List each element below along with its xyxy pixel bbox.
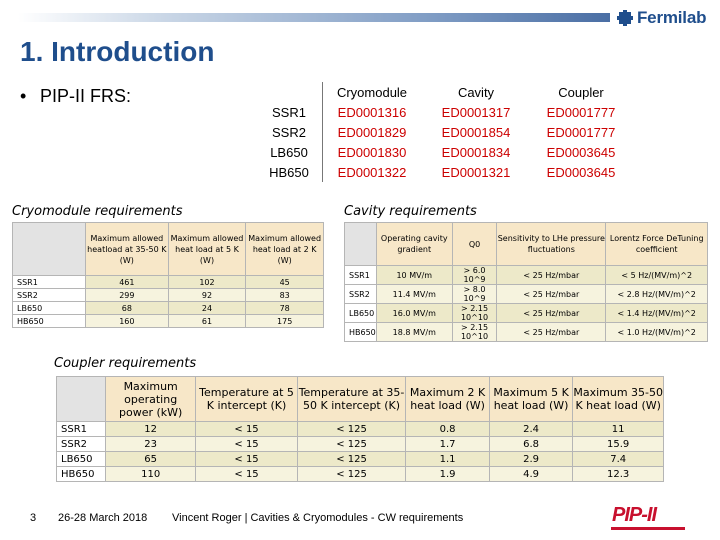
ed-header-cryomodule: Cryomodule bbox=[323, 82, 422, 102]
ed-header-coupler: Coupler bbox=[558, 84, 604, 100]
ed-row bbox=[256, 142, 631, 162]
cav-header-lfd: Lorentz Force DeTuning coefficient bbox=[606, 223, 708, 266]
coup-cell: < 125 bbox=[297, 422, 406, 437]
ed-row bbox=[256, 122, 631, 142]
cryo-cell: 24 bbox=[168, 302, 246, 315]
cryo-cell: 83 bbox=[246, 289, 324, 302]
pip-ii-logo-underline bbox=[611, 527, 685, 530]
cav-cell: > 6.0 10^9 bbox=[452, 266, 497, 285]
coup-cell: < 125 bbox=[297, 467, 406, 482]
coup-cell: 0.8 bbox=[406, 422, 490, 437]
cryo-header-corner bbox=[13, 223, 86, 276]
table-row bbox=[13, 315, 324, 328]
cav-row-label: LB650 bbox=[345, 304, 377, 323]
coup-cell: 23 bbox=[106, 437, 196, 452]
ed-number-table bbox=[256, 82, 632, 182]
cav-cell: 11.4 MV/m bbox=[376, 285, 452, 304]
fermilab-logo-icon bbox=[616, 9, 634, 27]
coup-row-label: HB650 bbox=[57, 467, 106, 482]
cryomodule-requirements-caption: Cryomodule requirements bbox=[12, 204, 183, 219]
coupler-requirements-table bbox=[56, 376, 664, 482]
cryo-cell: 102 bbox=[168, 276, 246, 289]
cryo-cell: 92 bbox=[168, 289, 246, 302]
ed-row bbox=[256, 162, 631, 182]
ed-coupler-code: ED0001777 bbox=[546, 104, 616, 120]
coup-cell: 2.9 bbox=[489, 452, 573, 467]
coup-cell: 2.4 bbox=[489, 422, 573, 437]
footer-date: 26-28 March 2018 bbox=[58, 512, 148, 524]
table-row bbox=[345, 304, 708, 323]
cav-cell: < 25 Hz/mbar bbox=[497, 304, 606, 323]
ed-row bbox=[256, 102, 631, 122]
cav-header-sensitivity: Sensitivity to LHe pressure fluctuations bbox=[497, 223, 606, 266]
coup-header-temp-35-50k: Temperature at 35-50 K intercept (K) bbox=[297, 377, 406, 422]
cav-cell: 10 MV/m bbox=[376, 266, 452, 285]
table-row bbox=[13, 289, 324, 302]
table-row bbox=[57, 437, 664, 452]
cav-header-corner bbox=[345, 223, 377, 266]
cav-cell: < 25 Hz/mbar bbox=[497, 323, 606, 342]
cavity-requirements-caption: Cavity requirements bbox=[344, 204, 477, 219]
bullet-text: PIP-II FRS: bbox=[40, 86, 132, 106]
coup-cell: < 15 bbox=[196, 437, 297, 452]
coup-cell: < 125 bbox=[297, 452, 406, 467]
coup-cell: 110 bbox=[106, 467, 196, 482]
cav-row-label: HB650 bbox=[345, 323, 377, 342]
coup-row-label: SSR1 bbox=[57, 422, 106, 437]
cav-cell: < 5 Hz/(MV/m)^2 bbox=[606, 266, 708, 285]
page-number: 3 bbox=[30, 512, 37, 524]
coup-header-corner bbox=[57, 377, 106, 422]
cryo-cell: 45 bbox=[246, 276, 324, 289]
coup-cell: 6.8 bbox=[489, 437, 573, 452]
fermilab-logo bbox=[616, 8, 706, 28]
cryo-cell: 299 bbox=[86, 289, 169, 302]
cav-cell: < 1.4 Hz/(MV/m)^2 bbox=[606, 304, 708, 323]
ed-cavity-code: ED0001317 bbox=[441, 104, 511, 120]
cavity-requirements-table bbox=[344, 222, 708, 342]
cav-header-q0: Q0 bbox=[452, 223, 497, 266]
cryo-cell: 78 bbox=[246, 302, 324, 315]
cryo-row-label: SSR1 bbox=[13, 276, 86, 289]
coup-header-35-50k-load: Maximum 35-50 K heat load (W) bbox=[573, 377, 664, 422]
table-row bbox=[345, 266, 708, 285]
table-row bbox=[57, 452, 664, 467]
ed-cryomodule-code: ED0001829 bbox=[323, 122, 422, 142]
cav-cell: < 25 Hz/mbar bbox=[497, 285, 606, 304]
bullet-dot-icon: • bbox=[20, 86, 27, 106]
cav-row-label: SSR1 bbox=[345, 266, 377, 285]
ed-header-cavity: Cavity bbox=[457, 84, 495, 100]
page-title: 1. Introduction bbox=[20, 36, 215, 67]
ed-header-corner bbox=[256, 82, 323, 102]
cryo-row-label: LB650 bbox=[13, 302, 86, 315]
coup-header-temp-5k: Temperature at 5 K intercept (K) bbox=[196, 377, 297, 422]
ed-row-label: SSR2 bbox=[272, 124, 306, 140]
cav-cell: < 2.8 Hz/(MV/m)^2 bbox=[606, 285, 708, 304]
cav-cell: > 2.15 10^10 bbox=[452, 323, 497, 342]
bullet-point bbox=[20, 86, 131, 107]
cav-cell: < 1.0 Hz/(MV/m)^2 bbox=[606, 323, 708, 342]
table-row bbox=[345, 285, 708, 304]
coup-cell: < 15 bbox=[196, 422, 297, 437]
coup-row-label: SSR2 bbox=[57, 437, 106, 452]
cryo-cell: 68 bbox=[86, 302, 169, 315]
table-row bbox=[345, 323, 708, 342]
coup-cell: 11 bbox=[573, 422, 664, 437]
coup-cell: 4.9 bbox=[489, 467, 573, 482]
coup-row-label: LB650 bbox=[57, 452, 106, 467]
coup-cell: 1.9 bbox=[406, 467, 490, 482]
coupler-requirements-caption: Coupler requirements bbox=[54, 356, 197, 371]
logo-text: Fermilab bbox=[637, 8, 707, 27]
coup-cell: 12 bbox=[106, 422, 196, 437]
ed-cryomodule-code: ED0001830 bbox=[323, 142, 422, 162]
coup-cell: 15.9 bbox=[573, 437, 664, 452]
header-gradient-bar bbox=[18, 13, 610, 22]
table-row bbox=[13, 302, 324, 315]
coup-cell: 1.7 bbox=[406, 437, 490, 452]
ed-row-label: HB650 bbox=[269, 164, 309, 180]
cryo-cell: 461 bbox=[86, 276, 169, 289]
table-row bbox=[13, 276, 324, 289]
ed-cavity-code: ED0001321 bbox=[441, 164, 511, 180]
ed-cavity-code: ED0001854 bbox=[441, 124, 511, 140]
cryo-cell: 160 bbox=[86, 315, 169, 328]
cryo-header-2k: Maximum allowed heat load at 2 K (W) bbox=[246, 223, 324, 276]
footer-author: Vincent Roger | Cavities & Cryomodules - CW requirements bbox=[172, 512, 464, 524]
coup-cell: 7.4 bbox=[573, 452, 664, 467]
coup-header-power: Maximum operating power (kW) bbox=[106, 377, 196, 422]
table-row bbox=[57, 467, 664, 482]
ed-coupler-code: ED0003645 bbox=[546, 164, 616, 180]
coup-cell: 1.1 bbox=[406, 452, 490, 467]
ed-cavity-code: ED0001834 bbox=[441, 144, 511, 160]
cav-cell: < 25 Hz/mbar bbox=[497, 266, 606, 285]
cryo-row-label: SSR2 bbox=[13, 289, 86, 302]
pip-ii-logo: PIP-II bbox=[612, 504, 657, 526]
cav-cell: 18.8 MV/m bbox=[376, 323, 452, 342]
coup-cell: < 15 bbox=[196, 467, 297, 482]
cryomodule-requirements-table bbox=[12, 222, 324, 328]
coup-cell: 65 bbox=[106, 452, 196, 467]
cryo-header-35-50k: Maximum allowed heatload at 35-50 K (W) bbox=[86, 223, 169, 276]
coup-cell: < 125 bbox=[297, 437, 406, 452]
ed-row-label: SSR1 bbox=[272, 104, 306, 120]
cav-cell: 16.0 MV/m bbox=[376, 304, 452, 323]
cav-row-label: SSR2 bbox=[345, 285, 377, 304]
cryo-cell: 175 bbox=[246, 315, 324, 328]
table-row bbox=[57, 422, 664, 437]
ed-coupler-code: ED0001777 bbox=[546, 124, 616, 140]
ed-row-label: LB650 bbox=[270, 144, 308, 160]
cryo-row-label: HB650 bbox=[13, 315, 86, 328]
ed-cryomodule-code: ED0001316 bbox=[323, 102, 422, 122]
cav-header-gradient: Operating cavity gradient bbox=[376, 223, 452, 266]
cav-cell: > 2.15 10^10 bbox=[452, 304, 497, 323]
ed-coupler-code: ED0003645 bbox=[546, 144, 616, 160]
coup-cell: 12.3 bbox=[573, 467, 664, 482]
coup-cell: < 15 bbox=[196, 452, 297, 467]
coup-header-5k-load: Maximum 5 K heat load (W) bbox=[489, 377, 573, 422]
ed-cryomodule-code: ED0001322 bbox=[323, 162, 422, 182]
cryo-cell: 61 bbox=[168, 315, 246, 328]
coup-header-2k-load: Maximum 2 K heat load (W) bbox=[406, 377, 490, 422]
cav-cell: > 8.0 10^9 bbox=[452, 285, 497, 304]
cryo-header-5k: Maximum allowed heat load at 5 K (W) bbox=[168, 223, 246, 276]
